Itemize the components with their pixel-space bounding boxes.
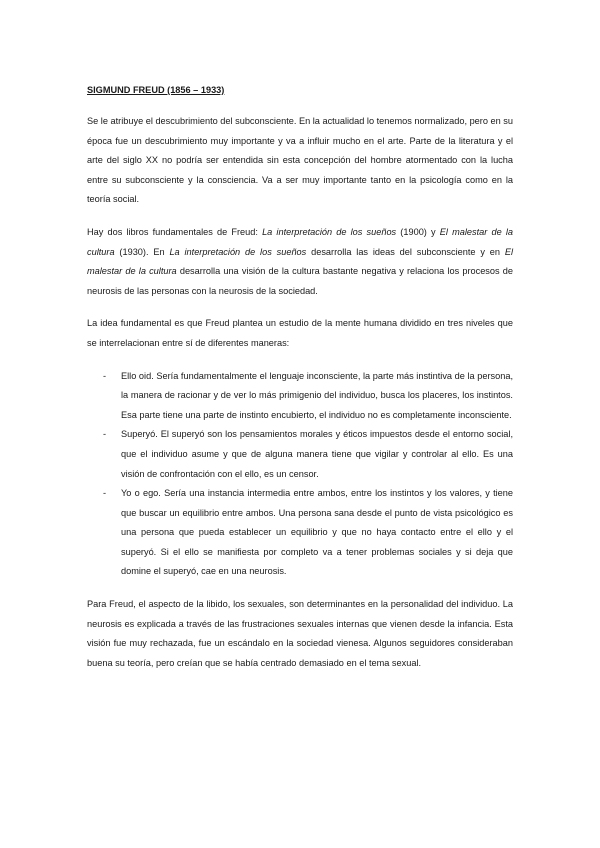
levels-list: [87, 367, 513, 583]
list-item-ello: [87, 367, 513, 426]
document-title: SIGMUND FREUD (1856 – 1933): [87, 85, 225, 95]
list-item-superyo: [87, 425, 513, 484]
bullet-dash: -: [103, 429, 107, 440]
text-span: desarrolla una visión de la cultura bastante negativa y relaciona los procesos de neurosis de las personas con la neurosis de la sociedad.: [87, 266, 513, 296]
book-title-malestar: El malestar de la cultura: [87, 226, 513, 257]
list-item-text: Ello oid. Sería fundamentalmente el lenguaje inconsciente, la parte más instintiva de la persona, la manera de racionar y de ver lo más primigenio del individuo, busca los placeres, los instintos. Esa parte tiene una parte de instinto encubierto, el individuo no es completamente inconsciente.: [121, 370, 513, 420]
text-span: (1930). En: [114, 246, 170, 257]
list-item-yo: [87, 484, 513, 582]
book-title-malestar: El malestar de la cultura: [87, 246, 513, 277]
text-span: Hay dos libros fundamentales de Freud:: [87, 226, 263, 237]
bullet-dash: -: [103, 488, 107, 499]
document-page: [87, 83, 513, 686]
paragraph-levels-intro: La idea fundamental es que Freud plantea un estudio de la mente humana dividido en tres niveles que se interrelacionan entre sí de diferentes maneras:: [87, 318, 513, 348]
paragraph-intro: Se le atribuye el descubrimiento del subconsciente. En la actualidad lo tenemos normalizado, pero en su época fue un descubrimiento muy importante y va a influir mucho en el arte. Parte de la literatura y el arte del siglo XX no podría ser entendida sin esta concepción del hombre atormentado con la lucha entre su subconsciente y la consciencia. Va a ser muy importante tanto en la psicología como en la teoría social.: [87, 116, 513, 205]
list-item-text: Superyó. El superyó son los pensamientos morales y éticos impuestos desde el entorno social, que el individuo asume y que de alguna manera tiene que vigilar y controlar al ello. Es una visión de confrontación con el ello, es un censor.: [121, 429, 513, 479]
bullet-dash: -: [103, 370, 107, 381]
paragraph-libido: Para Freud, el aspecto de la libido, los sexuales, son determinantes en la personalidad del individuo. La neurosis es explicada a través de las frustraciones sexuales internas que vienen desde la infancia. Esta visión fue muy rechazada, fue un escándalo en la sociedad vienesa. Algunos seguidores consideraban buena su teoría, pero creían que se había centrado demasiado en el tema sexual.: [87, 599, 513, 668]
book-title-interpretacion: La interpretación de los sueños: [169, 246, 307, 257]
paragraph-books: [87, 223, 513, 301]
text-span: (1900) y: [396, 226, 440, 237]
text-span: desarrolla las ideas del subconsciente y en: [306, 246, 505, 257]
book-title-interpretacion: La interpretación de los sueños: [262, 226, 397, 237]
list-item-text: Yo o ego. Sería una instancia intermedia entre ambos, entre los instintos y los valores, y tiene que buscar un equilibrio entre ambos. Una persona sana desde el punto de vista psicológico es una persona que pueda establecer un equilibrio y que no haya contacto entre el ello y el superyó. Si el ello se manifiesta por completo va a tener problemas sociales y si deja que domine el superyó, cae en una neurosis.: [121, 488, 513, 577]
